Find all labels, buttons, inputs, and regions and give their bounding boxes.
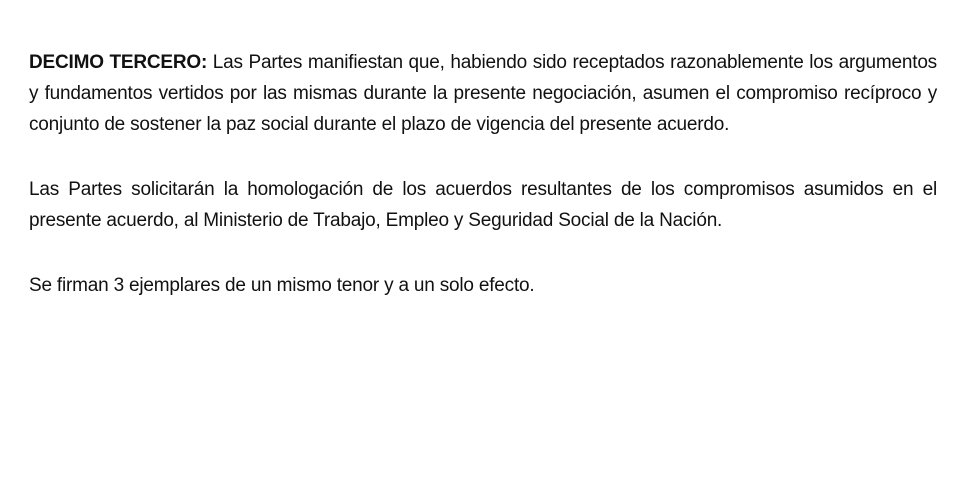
homologation-paragraph: Las Partes solicitarán la homologación de los acuerdos resultantes de los compromisos asumidos en el presente acuerdo, al Ministerio de Trabajo, Empleo y Seguridad Social de la Nación.: [29, 179, 937, 231]
clause-text: Las Partes manifiestan que, habiendo sido receptados razonablemente los argumentos y fundamentos vertidos por las mismas durante la presente negociación, asumen el compromiso recíproco y conjunto de sostener la paz social durante el plazo de vigencia del presente acuerdo.: [29, 52, 937, 135]
document-body: [29, 47, 937, 301]
clause-heading: DECIMO TERCERO:: [29, 52, 208, 73]
clause-decimo-tercero: [29, 47, 937, 140]
signature-paragraph: Se firman 3 ejemplares de un mismo tenor y a un solo efecto.: [29, 275, 535, 296]
